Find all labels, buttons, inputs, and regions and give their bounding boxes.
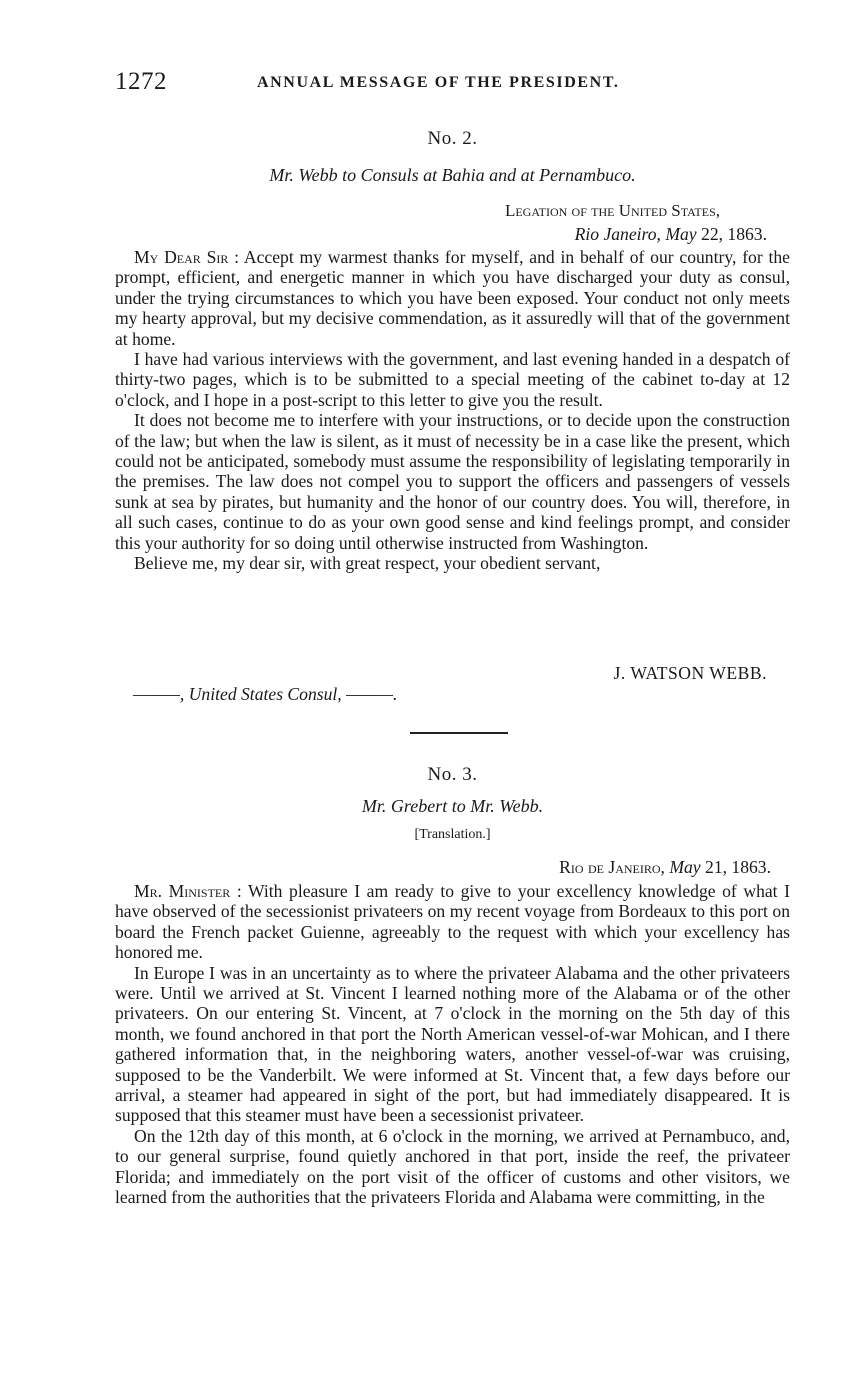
doc2-signature: J. WATSON WEBB. — [613, 663, 767, 683]
doc3-number: No. 3. — [427, 764, 478, 785]
doc2-paragraph-3: It does not become me to interfere with your instructions, or to decide upon the construction of the law; but when the law is silent, as it must of necessity be in a case like the present, which could not be anticipated, somebody must assume the responsibility of legislating temporarily in the premises. The law does not compel you to support the officers and passengers of vessels sunk at sea by pirates, but humanity and the honor of our country does. You will, therefore, in all such cases, continue to do as your own good sense and kind feelings prompt, and consider this your authority for so doing until otherwise instructed from Washington. — [115, 410, 790, 553]
doc3-paragraph-1-text: With pleasure I am ready to give to your excellency knowledge of what I have observed of the secessionist privateers on my recent voyage from Bordeaux to this port on board the French packet Guienne, agreeably to the request with which your excellency has honored me. — [115, 881, 790, 963]
doc2-addressee: ———, United States Consul, ———. — [133, 684, 398, 704]
running-header — [115, 68, 790, 98]
running-title: ANNUAL MESSAGE OF THE PRESIDENT. — [257, 74, 620, 91]
doc3-paragraph-2: In Europe I was in an uncertainty as to where the privateer Alabama and the other privateers were. Until we arrived at St. Vincent I learned nothing more of the Alabama or of the other privateers. On our entering St. Vincent, at 7 o'clock in the morning on the 5th day of this month, we found anchored in that port the North American vessel-of-war Mohican, and I there gathered information that, in the neighboring waters, another vessel-of-war was cruising, supposed to be the Vanderbilt. We were informed at St. Vincent that, a few days before our arrival, a steamer had appeared in sight of the port, but had immediately disappeared. It is supposed that this steamer must have been a secessionist privateer. — [115, 962, 790, 1126]
doc2-paragraph-2: I have had various interviews with the government, and last evening handed in a despatch of thirty-two pages, which is to be submitted to a special meeting of the cabinet to-day at 12 o'clock, and I hope in a post-script to this letter to give you the result. — [115, 349, 790, 410]
doc3-salutation: Mr. Minister : — [134, 881, 242, 901]
doc3-body — [115, 881, 790, 1208]
doc2-legation: Legation of the United States, — [504, 201, 720, 220]
doc2-date-place: Rio Janeiro, — [574, 224, 661, 244]
doc2-date-rest: 22, 1863. — [701, 224, 767, 244]
doc3-paragraph-3: On the 12th day of this month, at 6 o'clock in the morning, we arrived at Pernambuco, and, to our general surprise, found quietly anchored in that port, inside the reef, the privateer Florida; and immediately on the port visit of the officer of customs and other visitors, we learned from the authorities that the privateers Florida and Alabama were committing, in the — [115, 1125, 790, 1208]
doc2-title: Mr. Webb to Consuls at Bahia and at Pernambuco. — [269, 165, 636, 185]
doc3-date-month: May — [669, 857, 701, 877]
doc2-paragraph-1 — [115, 247, 790, 349]
section-divider — [410, 732, 508, 734]
doc2-body — [115, 247, 790, 574]
doc3-title: Mr. Grebert to Mr. Webb. — [361, 796, 544, 816]
doc2-dateline — [115, 224, 767, 245]
doc2-date-month: May — [665, 224, 697, 244]
doc3-date-rest: 21, 1863. — [705, 857, 771, 877]
doc2-number: No. 2. — [427, 128, 478, 149]
doc2-legation-line — [115, 201, 720, 221]
doc2-paragraph-1-text: Accept my warmest thanks for myself, and in behalf of our country, for the prompt, efficient, and energetic manner in which you have discharged your duty as consul, under the trying circumstances to which you have been exposed. Your conduct not only meets my hearty approval, but my decisive commendation, as it assuredly will that of the government at home. — [115, 247, 790, 349]
page-number: 1272 — [115, 68, 167, 95]
doc3-date-place: Rio de Janeiro, — [559, 857, 665, 877]
doc3-paragraph-1 — [115, 881, 790, 963]
doc2-paragraph-4: Believe me, my dear sir, with great respect, your obedient servant, — [134, 553, 601, 574]
doc3-translation-note: [Translation.] — [414, 827, 491, 842]
doc2-salutation: My Dear Sir : — [134, 247, 240, 267]
doc3-dateline — [115, 857, 771, 878]
